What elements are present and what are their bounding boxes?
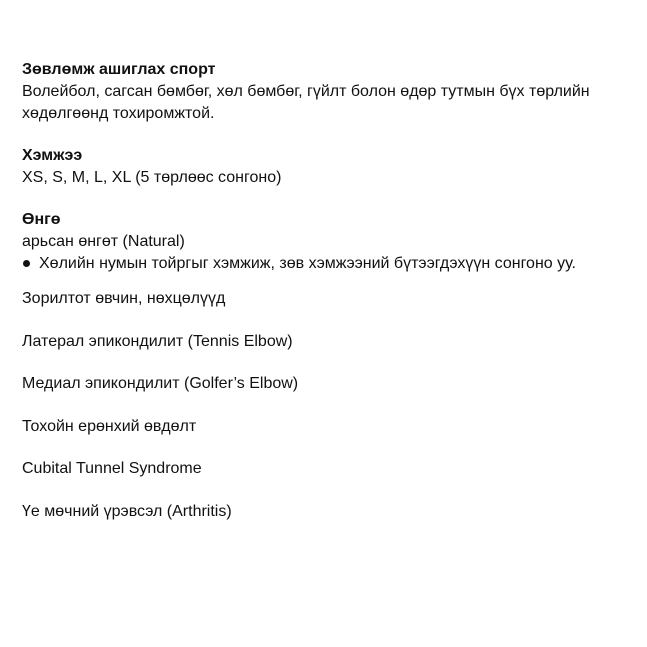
sizes-heading: Хэмжээ	[22, 147, 83, 164]
color-heading: Өнгө	[22, 211, 61, 228]
condition-item: Латерал эпикондилит (Tennis Elbow)	[22, 332, 293, 350]
sizing-tip	[22, 253, 622, 275]
color-text: арьсан өнгөт (Natural)	[22, 233, 185, 250]
sports-section	[22, 59, 622, 125]
conditions-list	[22, 288, 622, 543]
sizes-text: XS, S, M, L, XL (5 төрлөөс сонгоно)	[22, 169, 282, 186]
condition-item: Үе мөчний үрэвсэл (Arthritis)	[22, 502, 232, 520]
sports-heading: Зөвлөмж ашиглах спорт	[22, 61, 216, 78]
condition-item: Медиал эпикондилит (Golfer’s Elbow)	[22, 375, 299, 392]
color-section	[22, 209, 622, 275]
sizes-section	[22, 145, 622, 189]
product-description	[22, 59, 622, 543]
sizing-tip-text: Хөлийн нумын тойргыг хэмжиж, зөв хэмжээний бүтээгдэхүүн сонгоно уу.	[39, 255, 576, 272]
sports-text: Волейбол, сагсан бөмбөг, хөл бөмбөг, гүйлт болон өдөр тутмын бүх төрлийн хөдөлгөөнд тохиромжтой.	[22, 83, 590, 122]
condition-item: Тохойн ерөнхий өвдөлт	[22, 417, 197, 435]
bullet-icon	[23, 260, 30, 267]
condition-item: Cubital Tunnel Syndrome	[22, 460, 202, 477]
conditions-heading: Зорилтот өвчин, нөхцөлүүд	[22, 290, 226, 307]
